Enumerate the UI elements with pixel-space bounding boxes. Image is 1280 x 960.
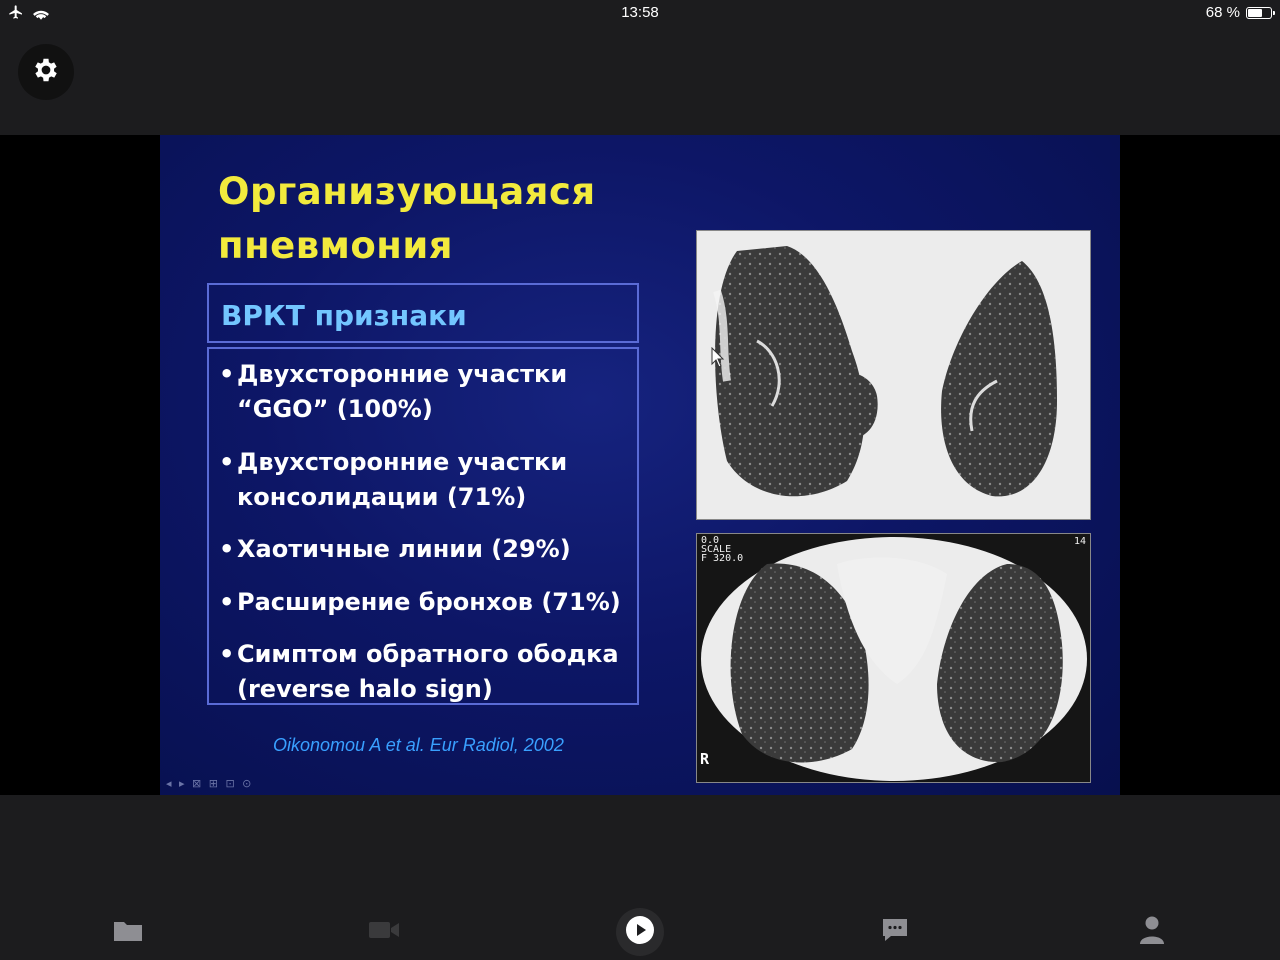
- bullet-dot: •: [219, 360, 235, 388]
- list-item: [219, 445, 567, 515]
- mouse-cursor-icon: [711, 347, 725, 373]
- tab-chat[interactable]: [871, 912, 919, 952]
- video-player[interactable]: [0, 135, 1280, 795]
- tab-play[interactable]: [616, 908, 664, 956]
- play-icon: [625, 915, 655, 949]
- ct-scale-label: 0.0 SCALE F 320.0: [701, 535, 744, 564]
- person-icon: [1138, 915, 1166, 949]
- list-item-line: Симптом обратного ободка: [237, 640, 619, 668]
- list-item-line: Двухсторонние участки: [237, 448, 568, 476]
- criteria-header: ВРКТ признаки: [221, 299, 467, 332]
- citation: Oikonomou A et al. Eur Radiol, 2002: [273, 735, 564, 755]
- list-item-line: Хаотичные линии (29%): [237, 535, 571, 563]
- bullet-dot: •: [219, 535, 235, 563]
- bullet-dot: •: [219, 588, 235, 616]
- ct-scan-image-top: [696, 230, 1091, 520]
- list-item: [219, 532, 571, 567]
- list-item: [219, 637, 619, 707]
- chat-bubble-icon: [881, 917, 909, 947]
- list-item-line: “GGO” (100%): [237, 395, 433, 423]
- battery-icon: [1246, 7, 1272, 19]
- list-item-line: консолидации (71%): [237, 483, 527, 511]
- list-item: [219, 357, 567, 427]
- video-camera-icon: [368, 919, 400, 945]
- status-right: [1206, 4, 1272, 21]
- list-item-line: Двухсторонние участки: [237, 360, 568, 388]
- criteria-header-box: [207, 283, 639, 343]
- ct-slice-number: 14: [1073, 536, 1086, 547]
- bullet-dot: •: [219, 640, 235, 668]
- gear-icon: [31, 55, 61, 89]
- slide-control-icons: ◂ ▸ ⊠ ⊞ ⊡ ⊙: [166, 777, 254, 790]
- ct-side-marker: R: [700, 750, 710, 768]
- tab-video[interactable]: [360, 912, 408, 952]
- list-item: [219, 585, 621, 620]
- tab-profile[interactable]: [1128, 912, 1176, 952]
- status-bar: [0, 0, 1280, 26]
- slide-title-line: Организующаяся: [218, 170, 596, 213]
- tab-files[interactable]: [104, 912, 152, 952]
- folder-icon: [113, 918, 143, 946]
- list-item-line: Расширение бронхов (71%): [237, 588, 621, 616]
- battery-fill: [1248, 9, 1262, 17]
- list-item-line: (reverse halo sign): [237, 675, 493, 703]
- presentation-slide: [160, 135, 1120, 795]
- settings-button[interactable]: [18, 44, 74, 100]
- battery-percent: 68 %: [1205, 4, 1240, 21]
- ct-scan-image-bottom: [696, 533, 1091, 783]
- criteria-list: [207, 347, 639, 705]
- status-time: 13:58: [621, 4, 659, 21]
- slide-title: [218, 165, 596, 273]
- slide-title-line: пневмония: [218, 224, 454, 267]
- bullet-dot: •: [219, 448, 235, 476]
